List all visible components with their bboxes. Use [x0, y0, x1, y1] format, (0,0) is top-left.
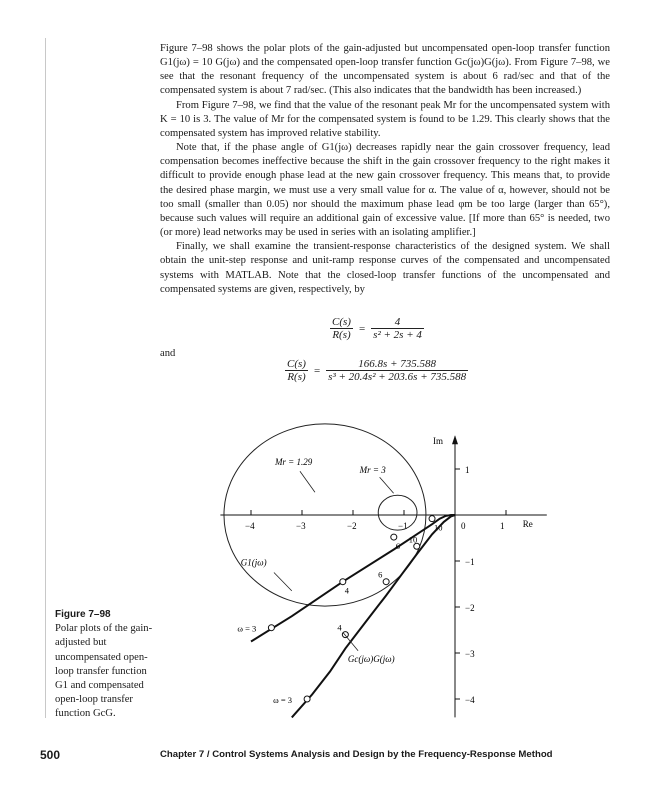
and-word: and — [160, 348, 176, 359]
eq2-lhs-den: R(s) — [287, 371, 306, 383]
y-axis-label: Im — [433, 436, 443, 447]
eq1-rhs-den: s² + 2s + 4 — [373, 329, 422, 341]
series-label-leader — [274, 573, 292, 591]
y-tick-label: −4 — [465, 695, 475, 705]
series-marker-label: 10 — [408, 534, 418, 545]
running-footer: Chapter 7 / Control Systems Analysis and Design by the Frequency-Response Method — [160, 749, 553, 760]
y-tick-label: −1 — [465, 557, 475, 567]
x-tick-label: 0 — [461, 521, 466, 531]
x-tick-label: 1 — [500, 521, 505, 531]
series-label: G1(jω) — [240, 557, 267, 568]
y-tick-label: 1 — [465, 465, 470, 475]
x-axis-label: Re — [522, 519, 533, 529]
m-circle-label: Mr = 3 — [359, 465, 386, 476]
series-marker-label: 4 — [337, 622, 342, 633]
equation-uncompensated: $\frac{C(s)}{R(s)}$ = $\frac{4}{\text{s² + 2s + 4}}$ — [332, 316, 422, 341]
x-tick-label: −1 — [398, 521, 408, 531]
eq1-lhs-num: C(s) — [332, 316, 351, 328]
figure-caption-text: Polar plots of the gain-adjusted but uncompensated open-loop transfer function G1 and compensated open-loop transfer function GcG. — [55, 623, 153, 720]
x-tick-label: −2 — [347, 521, 357, 531]
m-circle-leader — [380, 477, 394, 493]
x-tick-label: −4 — [245, 521, 255, 531]
paragraph-2: From Figure 7–98, we find that the value of the resonant peak Mr for the uncompensated system with K = 10 is 3. The value of Mr for the compensated system is found to be 1.29. This clearly shows that the compensated system has improved relative stability. — [160, 99, 610, 139]
page-number: 500 — [40, 748, 61, 762]
series-label: Gc(jω)G(jω) — [347, 654, 395, 665]
series-line — [292, 515, 455, 717]
m-circle-label: Mr = 1.29 — [274, 456, 313, 467]
series-marker-label: ω = 3 — [273, 695, 292, 705]
series-marker — [304, 696, 310, 702]
figure-caption — [55, 608, 155, 722]
series-marker-label: 4 — [344, 585, 350, 596]
series-marker — [383, 579, 389, 585]
m-circle-leader — [300, 471, 315, 492]
y-tick-label: −2 — [465, 603, 475, 613]
series-marker-label: 10 — [434, 522, 443, 533]
paragraph-4: Finally, we shall examine the transient-response characteristics of the designed system. We shall obtain the unit-step response and unit-ramp response curves of the compensated and uncompensated systems with MATLAB. Note that the closed-loop transfer functions of the uncompensated and compensated systems are given, respectively, by — [160, 241, 610, 295]
x-tick-label: −3 — [296, 521, 306, 531]
series-marker-label: 6 — [378, 569, 383, 580]
series-marker-label: ω = 3 — [237, 623, 257, 634]
eq1-rhs-num: 4 — [371, 316, 424, 329]
y-axis-arrow — [452, 435, 458, 444]
series-marker — [340, 579, 346, 585]
equation-compensated: $\frac{C(s)}{R(s)}$ = $\frac{166.8s + 735.588}{\text{s³ + 20.4s² + 203.6s + 735.588}}$ — [287, 358, 467, 383]
series-line — [251, 515, 455, 642]
series-marker-label: 6 — [395, 541, 401, 552]
series-marker — [391, 534, 397, 540]
figure-caption-title: Figure 7–98 — [55, 609, 111, 620]
paragraph-1: Figure 7–98 shows the polar plots of the gain-adjusted but uncompensated open-loop transfer function G1(jω) = 10 G(jω) and the compensated open-loop transfer function Gc(jω)G(jω). From Figure 7–98, we see that the resonant frequency of the uncompensated system is about 6 rad/sec and that of the compensated system is about 7 rad/sec. (This also indicates that the bandwidth has been increased.) — [160, 43, 610, 97]
eq2-lhs-num: C(s) — [287, 358, 306, 370]
eq2-rhs-num: 166.8s + 735.588 — [326, 358, 468, 371]
paragraph-3: Note that, if the phase angle of G1(jω) decreases rapidly near the gain crossover frequency, lead compensation becomes ineffective because the shift in the gain crossover frequency to the right makes it difficult to provide enough phase lead at the new gain crossover frequency. This means that, to provide the desired phase margin, we must use a very small value for α. The value of α, however, should not be too small (smaller than 0.05) nor should the maximum phase lead φm be too large (larger than 65°), because such values will require an additional gain of excessive value. [If more than 65° is needed, two (or more) lead networks may be used in series with an isolating amplifier.] — [160, 142, 610, 239]
series-marker — [429, 516, 435, 522]
eq1-lhs-den: R(s) — [332, 329, 351, 341]
y-tick-label: −3 — [465, 649, 475, 659]
series-marker — [268, 625, 274, 631]
eq2-rhs-den: s³ + 20.4s² + 203.6s + 735.588 — [328, 371, 467, 383]
